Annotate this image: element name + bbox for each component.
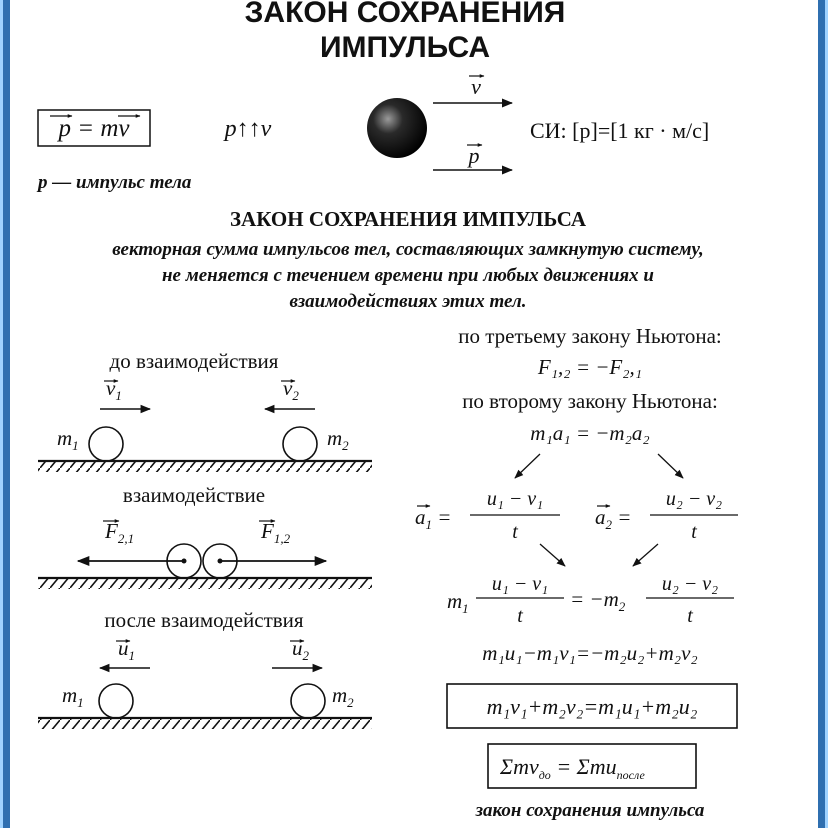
- momentum-formula: p = mv: [58, 115, 130, 142]
- conservation-equation: m₁v₁+m₂v₂=m₁u₁+m₂u₂: [486, 694, 698, 719]
- title-line-1: ЗАКОН СОХРАНЕНИЯ: [244, 0, 566, 29]
- direction-relation: p↑↑v: [224, 116, 272, 142]
- ball-2-after: [291, 684, 325, 718]
- momentum-caption: p — импульс тела: [38, 172, 192, 193]
- ball-2: [283, 427, 317, 461]
- a1-symbol: $a_1$ =: [415, 505, 452, 532]
- scene-before: [38, 349, 372, 472]
- combined-numerator-1: u₁ − v₁: [491, 573, 549, 595]
- velocity-label: v: [471, 74, 481, 99]
- combined-equals: = $-m_2$: [570, 587, 626, 614]
- scene-after: [38, 608, 372, 729]
- m2-after-label: $m_2$: [332, 683, 354, 710]
- second-law-label: по второму закону Ньютона:: [462, 389, 718, 413]
- m1-label: $m_1$: [57, 426, 79, 453]
- momentum-label: p: [468, 143, 480, 168]
- ball-1: [89, 427, 123, 461]
- si-units: СИ: [p]=[1 кг · м/с]: [530, 118, 710, 143]
- title-line-2: ИМПУЛЬСА: [319, 31, 491, 64]
- m1-fraction-coef: $m_1$: [447, 589, 469, 616]
- v1-label: $v_1$: [106, 376, 122, 403]
- a2-denominator: t: [691, 521, 697, 543]
- before-label: до взаимодействия: [109, 349, 279, 373]
- third-law-label: по третьему закону Ньютона:: [458, 324, 722, 348]
- a1-denominator: t: [512, 521, 518, 543]
- ball-1-after: [99, 684, 133, 718]
- F12-label: $F_{1,2}$: [261, 519, 291, 546]
- after-label: после взаимодействия: [104, 608, 304, 632]
- a2-symbol: $a_2$ =: [595, 505, 632, 532]
- sum-equation: Σmv$_{до}$ = Σmu$_{после}$: [500, 754, 645, 782]
- interaction-label: взаимодействие: [122, 483, 266, 507]
- expanded-equation: m₁u₁−m₁v₁=−m₂u₂+m₂v₂: [482, 641, 698, 665]
- law-text-line-1: векторная сумма импульсов тел, составляющих замкнутую систему,: [112, 239, 704, 260]
- combined-denominator-1: t: [517, 605, 523, 627]
- scene-interaction: [38, 483, 372, 589]
- a1-numerator: u₁ − v₁: [486, 488, 544, 510]
- m2-label: $m_2$: [327, 426, 349, 453]
- v2-label: $v_2$: [283, 376, 299, 403]
- forces-equation: F₁,₂ = −F₂,₁: [537, 355, 643, 379]
- combined-denominator-2: t: [687, 605, 693, 627]
- poster: [10, 0, 818, 828]
- u2-label: $u_2$: [292, 636, 309, 663]
- momentum-formula-box: [38, 110, 150, 146]
- derivation: [415, 324, 738, 821]
- masses-equation: m₁a₁ = −m₂a₂: [530, 421, 650, 445]
- law-text-line-2: не меняется с течением времени при любых движениях и: [162, 265, 654, 286]
- conservation-caption: закон сохранения импульса: [475, 800, 705, 821]
- F21-label: $F_{2,1}$: [105, 519, 135, 546]
- ball-body: [367, 98, 427, 158]
- law-text-line-3: взаимодействиях этих тел.: [289, 291, 527, 312]
- law-heading: ЗАКОН СОХРАНЕНИЯ ИМПУЛЬСА: [229, 207, 587, 231]
- a2-numerator: u₂ − v₂: [665, 488, 723, 510]
- u1-label: $u_1$: [118, 636, 135, 663]
- m1-after-label: $m_1$: [62, 683, 84, 710]
- combined-numerator-2: u₂ − v₂: [661, 573, 719, 595]
